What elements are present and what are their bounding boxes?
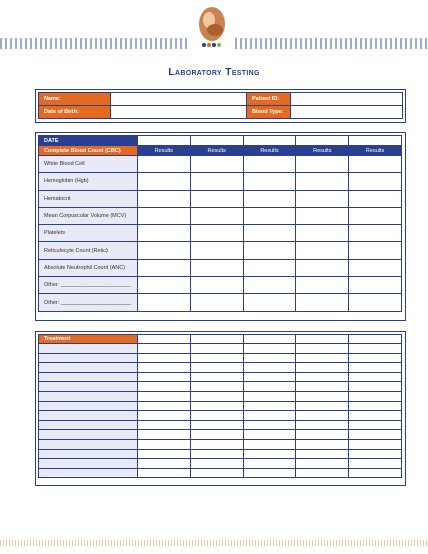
page-title: Laboratory Testing xyxy=(168,66,260,78)
treatment-cell[interactable] xyxy=(349,459,402,469)
result-cell[interactable] xyxy=(243,277,296,294)
treatment-cell[interactable] xyxy=(296,382,349,392)
table-row xyxy=(39,391,402,401)
treatment-row-label[interactable] xyxy=(39,468,138,478)
treatment-cell[interactable] xyxy=(349,335,402,344)
treatment-cell[interactable] xyxy=(138,468,191,478)
result-cell[interactable] xyxy=(296,225,349,242)
table-row xyxy=(39,344,402,354)
treatment-cell[interactable] xyxy=(138,430,191,440)
result-cell[interactable] xyxy=(349,207,402,224)
table-row xyxy=(39,420,402,430)
result-cell[interactable] xyxy=(349,156,402,173)
name-field[interactable] xyxy=(111,93,247,106)
date-label: DATE xyxy=(39,136,138,146)
result-cell[interactable] xyxy=(296,277,349,294)
result-cell[interactable] xyxy=(349,225,402,242)
treatment-header: Treatment xyxy=(39,335,138,344)
treatment-cell[interactable] xyxy=(138,363,191,373)
result-cell[interactable] xyxy=(190,277,243,294)
treatment-cell[interactable] xyxy=(190,468,243,478)
treatment-cell[interactable] xyxy=(296,420,349,430)
result-cell[interactable] xyxy=(243,294,296,311)
treatment-row-label[interactable] xyxy=(39,420,138,430)
treatment-cell[interactable] xyxy=(296,411,349,421)
result-cell[interactable] xyxy=(138,225,191,242)
result-cell[interactable] xyxy=(349,173,402,190)
treatment-row-label[interactable] xyxy=(39,411,138,421)
result-cell[interactable] xyxy=(296,207,349,224)
cbc-row-label: Hemoglobin (Hgb) xyxy=(39,173,138,190)
results-header: Results xyxy=(296,146,349,156)
treatment-cell[interactable] xyxy=(296,335,349,344)
treatment-cell[interactable] xyxy=(243,353,296,363)
table-row xyxy=(39,294,402,311)
result-cell[interactable] xyxy=(190,156,243,173)
result-cell[interactable] xyxy=(349,277,402,294)
result-cell[interactable] xyxy=(296,173,349,190)
treatment-cell[interactable] xyxy=(138,344,191,354)
treatment-cell[interactable] xyxy=(190,363,243,373)
treatment-row-label[interactable] xyxy=(39,430,138,440)
result-cell[interactable] xyxy=(190,242,243,259)
cbc-row-label: Mean Corpuscular Volume (MCV) xyxy=(39,207,138,224)
treatment-cell[interactable] xyxy=(190,353,243,363)
treatment-cell[interactable] xyxy=(243,420,296,430)
treatment-row-label[interactable] xyxy=(39,439,138,449)
treatment-cell[interactable] xyxy=(138,449,191,459)
treatment-cell[interactable] xyxy=(190,411,243,421)
blood-type-label: Blood Type: xyxy=(247,106,291,119)
treatment-cell[interactable] xyxy=(138,439,191,449)
treatment-cell[interactable] xyxy=(296,401,349,411)
result-cell[interactable] xyxy=(349,242,402,259)
treatment-cell[interactable] xyxy=(138,420,191,430)
table-row xyxy=(39,207,402,224)
cbc-row-label: Hematocrit xyxy=(39,190,138,207)
result-cell[interactable] xyxy=(190,294,243,311)
treatment-cell[interactable] xyxy=(138,411,191,421)
treatment-cell[interactable] xyxy=(190,439,243,449)
treatment-cell[interactable] xyxy=(243,382,296,392)
treatment-cell[interactable] xyxy=(138,353,191,363)
result-cell[interactable] xyxy=(190,190,243,207)
table-row xyxy=(39,468,402,478)
cbc-row-label: Reticulocyte Count (Retic) xyxy=(39,242,138,259)
date-cell[interactable] xyxy=(190,136,243,146)
result-cell[interactable] xyxy=(296,259,349,276)
result-cell[interactable] xyxy=(349,294,402,311)
date-cell[interactable] xyxy=(138,136,191,146)
result-cell[interactable] xyxy=(190,207,243,224)
treatment-cell[interactable] xyxy=(349,382,402,392)
blood-type-field[interactable] xyxy=(291,106,403,119)
results-header: Results xyxy=(349,146,402,156)
table-row xyxy=(39,156,402,173)
treatment-cell[interactable] xyxy=(296,372,349,382)
result-cell[interactable] xyxy=(296,242,349,259)
treatment-cell[interactable] xyxy=(190,344,243,354)
treatment-cell[interactable] xyxy=(296,430,349,440)
table-row xyxy=(39,190,402,207)
treatment-cell[interactable] xyxy=(138,401,191,411)
treatment-cell[interactable] xyxy=(349,468,402,478)
table-row xyxy=(39,259,402,276)
treatment-cell[interactable] xyxy=(243,430,296,440)
treatment-cell[interactable] xyxy=(349,363,402,373)
cbc-row-label: White Blood Cell xyxy=(39,156,138,173)
treatment-cell[interactable] xyxy=(190,391,243,401)
patient-info-table xyxy=(38,92,403,119)
results-header: Results xyxy=(190,146,243,156)
table-row xyxy=(39,353,402,363)
treatment-cell[interactable] xyxy=(296,459,349,469)
treatment-cell[interactable] xyxy=(296,449,349,459)
result-cell[interactable] xyxy=(190,173,243,190)
treatment-cell[interactable] xyxy=(349,449,402,459)
result-cell[interactable] xyxy=(296,156,349,173)
cbc-row-label: Other: _______________________ xyxy=(39,277,138,294)
treatment-cell[interactable] xyxy=(243,391,296,401)
treatment-cell[interactable] xyxy=(349,401,402,411)
result-cell[interactable] xyxy=(243,242,296,259)
table-row xyxy=(39,430,402,440)
treatment-cell[interactable] xyxy=(349,420,402,430)
treatment-cell[interactable] xyxy=(138,391,191,401)
table-row xyxy=(39,173,402,190)
table-row xyxy=(39,242,402,259)
result-cell[interactable] xyxy=(138,156,191,173)
treatment-cell[interactable] xyxy=(190,430,243,440)
patient-id-label: Patient ID: xyxy=(247,93,291,106)
treatment-cell[interactable] xyxy=(243,372,296,382)
treatment-row-label[interactable] xyxy=(39,382,138,392)
cbc-table xyxy=(38,135,402,312)
treatment-cell[interactable] xyxy=(349,439,402,449)
result-cell[interactable] xyxy=(243,207,296,224)
treatment-cell[interactable] xyxy=(243,411,296,421)
treatment-cell[interactable] xyxy=(296,468,349,478)
result-cell[interactable] xyxy=(138,207,191,224)
table-row xyxy=(39,411,402,421)
result-cell[interactable] xyxy=(138,294,191,311)
logo-icon xyxy=(194,4,230,52)
treatment-cell[interactable] xyxy=(138,459,191,469)
treatment-cell[interactable] xyxy=(349,344,402,354)
treatment-cell[interactable] xyxy=(296,391,349,401)
treatment-cell[interactable] xyxy=(296,353,349,363)
table-row xyxy=(39,401,402,411)
table-row xyxy=(39,439,402,449)
cbc-row-label: Absolute Neutrophil Count (ANC) xyxy=(39,259,138,276)
treatment-cell[interactable] xyxy=(190,420,243,430)
treatment-row-label[interactable] xyxy=(39,372,138,382)
treatment-cell[interactable] xyxy=(296,439,349,449)
cbc-row-label: Platelets xyxy=(39,225,138,242)
result-cell[interactable] xyxy=(243,259,296,276)
table-row xyxy=(39,449,402,459)
result-cell[interactable] xyxy=(243,190,296,207)
treatment-row-label[interactable] xyxy=(39,353,138,363)
treatment-cell[interactable] xyxy=(243,449,296,459)
result-cell[interactable] xyxy=(138,259,191,276)
result-cell[interactable] xyxy=(349,190,402,207)
result-cell[interactable] xyxy=(296,294,349,311)
date-cell[interactable] xyxy=(349,136,402,146)
table-row xyxy=(39,277,402,294)
result-cell[interactable] xyxy=(296,190,349,207)
treatment-cell[interactable] xyxy=(190,382,243,392)
treatment-cell[interactable] xyxy=(349,353,402,363)
result-cell[interactable] xyxy=(138,190,191,207)
treatment-cell[interactable] xyxy=(243,335,296,344)
treatment-row-label[interactable] xyxy=(39,363,138,373)
treatment-cell[interactable] xyxy=(243,363,296,373)
treatment-cell[interactable] xyxy=(349,372,402,382)
result-cell[interactable] xyxy=(138,173,191,190)
treatment-cell[interactable] xyxy=(243,439,296,449)
treatment-cell[interactable] xyxy=(190,401,243,411)
date-cell[interactable] xyxy=(296,136,349,146)
table-row xyxy=(39,372,402,382)
treatment-cell[interactable] xyxy=(243,468,296,478)
date-cell[interactable] xyxy=(243,136,296,146)
treatment-cell[interactable] xyxy=(296,363,349,373)
result-cell[interactable] xyxy=(138,242,191,259)
result-cell[interactable] xyxy=(190,225,243,242)
treatment-cell[interactable] xyxy=(138,372,191,382)
result-cell[interactable] xyxy=(243,156,296,173)
treatment-cell[interactable] xyxy=(190,372,243,382)
result-cell[interactable] xyxy=(190,259,243,276)
treatment-cell[interactable] xyxy=(243,401,296,411)
treatment-cell[interactable] xyxy=(296,344,349,354)
treatment-cell[interactable] xyxy=(349,430,402,440)
treatment-table xyxy=(38,334,402,478)
table-row xyxy=(39,363,402,373)
treatment-row-label[interactable] xyxy=(39,391,138,401)
table-row xyxy=(39,225,402,242)
treatment-cell[interactable] xyxy=(243,459,296,469)
treatment-cell[interactable] xyxy=(138,335,191,344)
cbc-header: Complete Blood Count (CBC) xyxy=(39,146,138,156)
treatment-row-label[interactable] xyxy=(39,401,138,411)
treatment-cell[interactable] xyxy=(190,335,243,344)
result-cell[interactable] xyxy=(243,225,296,242)
dob-label: Date of Birth: xyxy=(39,106,111,119)
treatment-row-label[interactable] xyxy=(39,449,138,459)
treatment-row-label[interactable] xyxy=(39,344,138,354)
treatment-cell[interactable] xyxy=(349,391,402,401)
treatment-cell[interactable] xyxy=(349,411,402,421)
treatment-cell[interactable] xyxy=(243,344,296,354)
treatment-cell[interactable] xyxy=(138,382,191,392)
footer-stripe xyxy=(0,540,428,546)
treatment-cell[interactable] xyxy=(190,449,243,459)
cbc-row-label: Other: _______________________ xyxy=(39,294,138,311)
result-cell[interactable] xyxy=(349,259,402,276)
name-label: Name: xyxy=(39,93,111,106)
results-header: Results xyxy=(138,146,191,156)
table-row xyxy=(39,382,402,392)
patient-id-field[interactable] xyxy=(291,93,403,106)
result-cell[interactable] xyxy=(138,277,191,294)
result-cell[interactable] xyxy=(243,173,296,190)
results-header: Results xyxy=(243,146,296,156)
treatment-cell[interactable] xyxy=(190,459,243,469)
dob-field[interactable] xyxy=(111,106,247,119)
treatment-row-label[interactable] xyxy=(39,459,138,469)
table-row xyxy=(39,459,402,469)
